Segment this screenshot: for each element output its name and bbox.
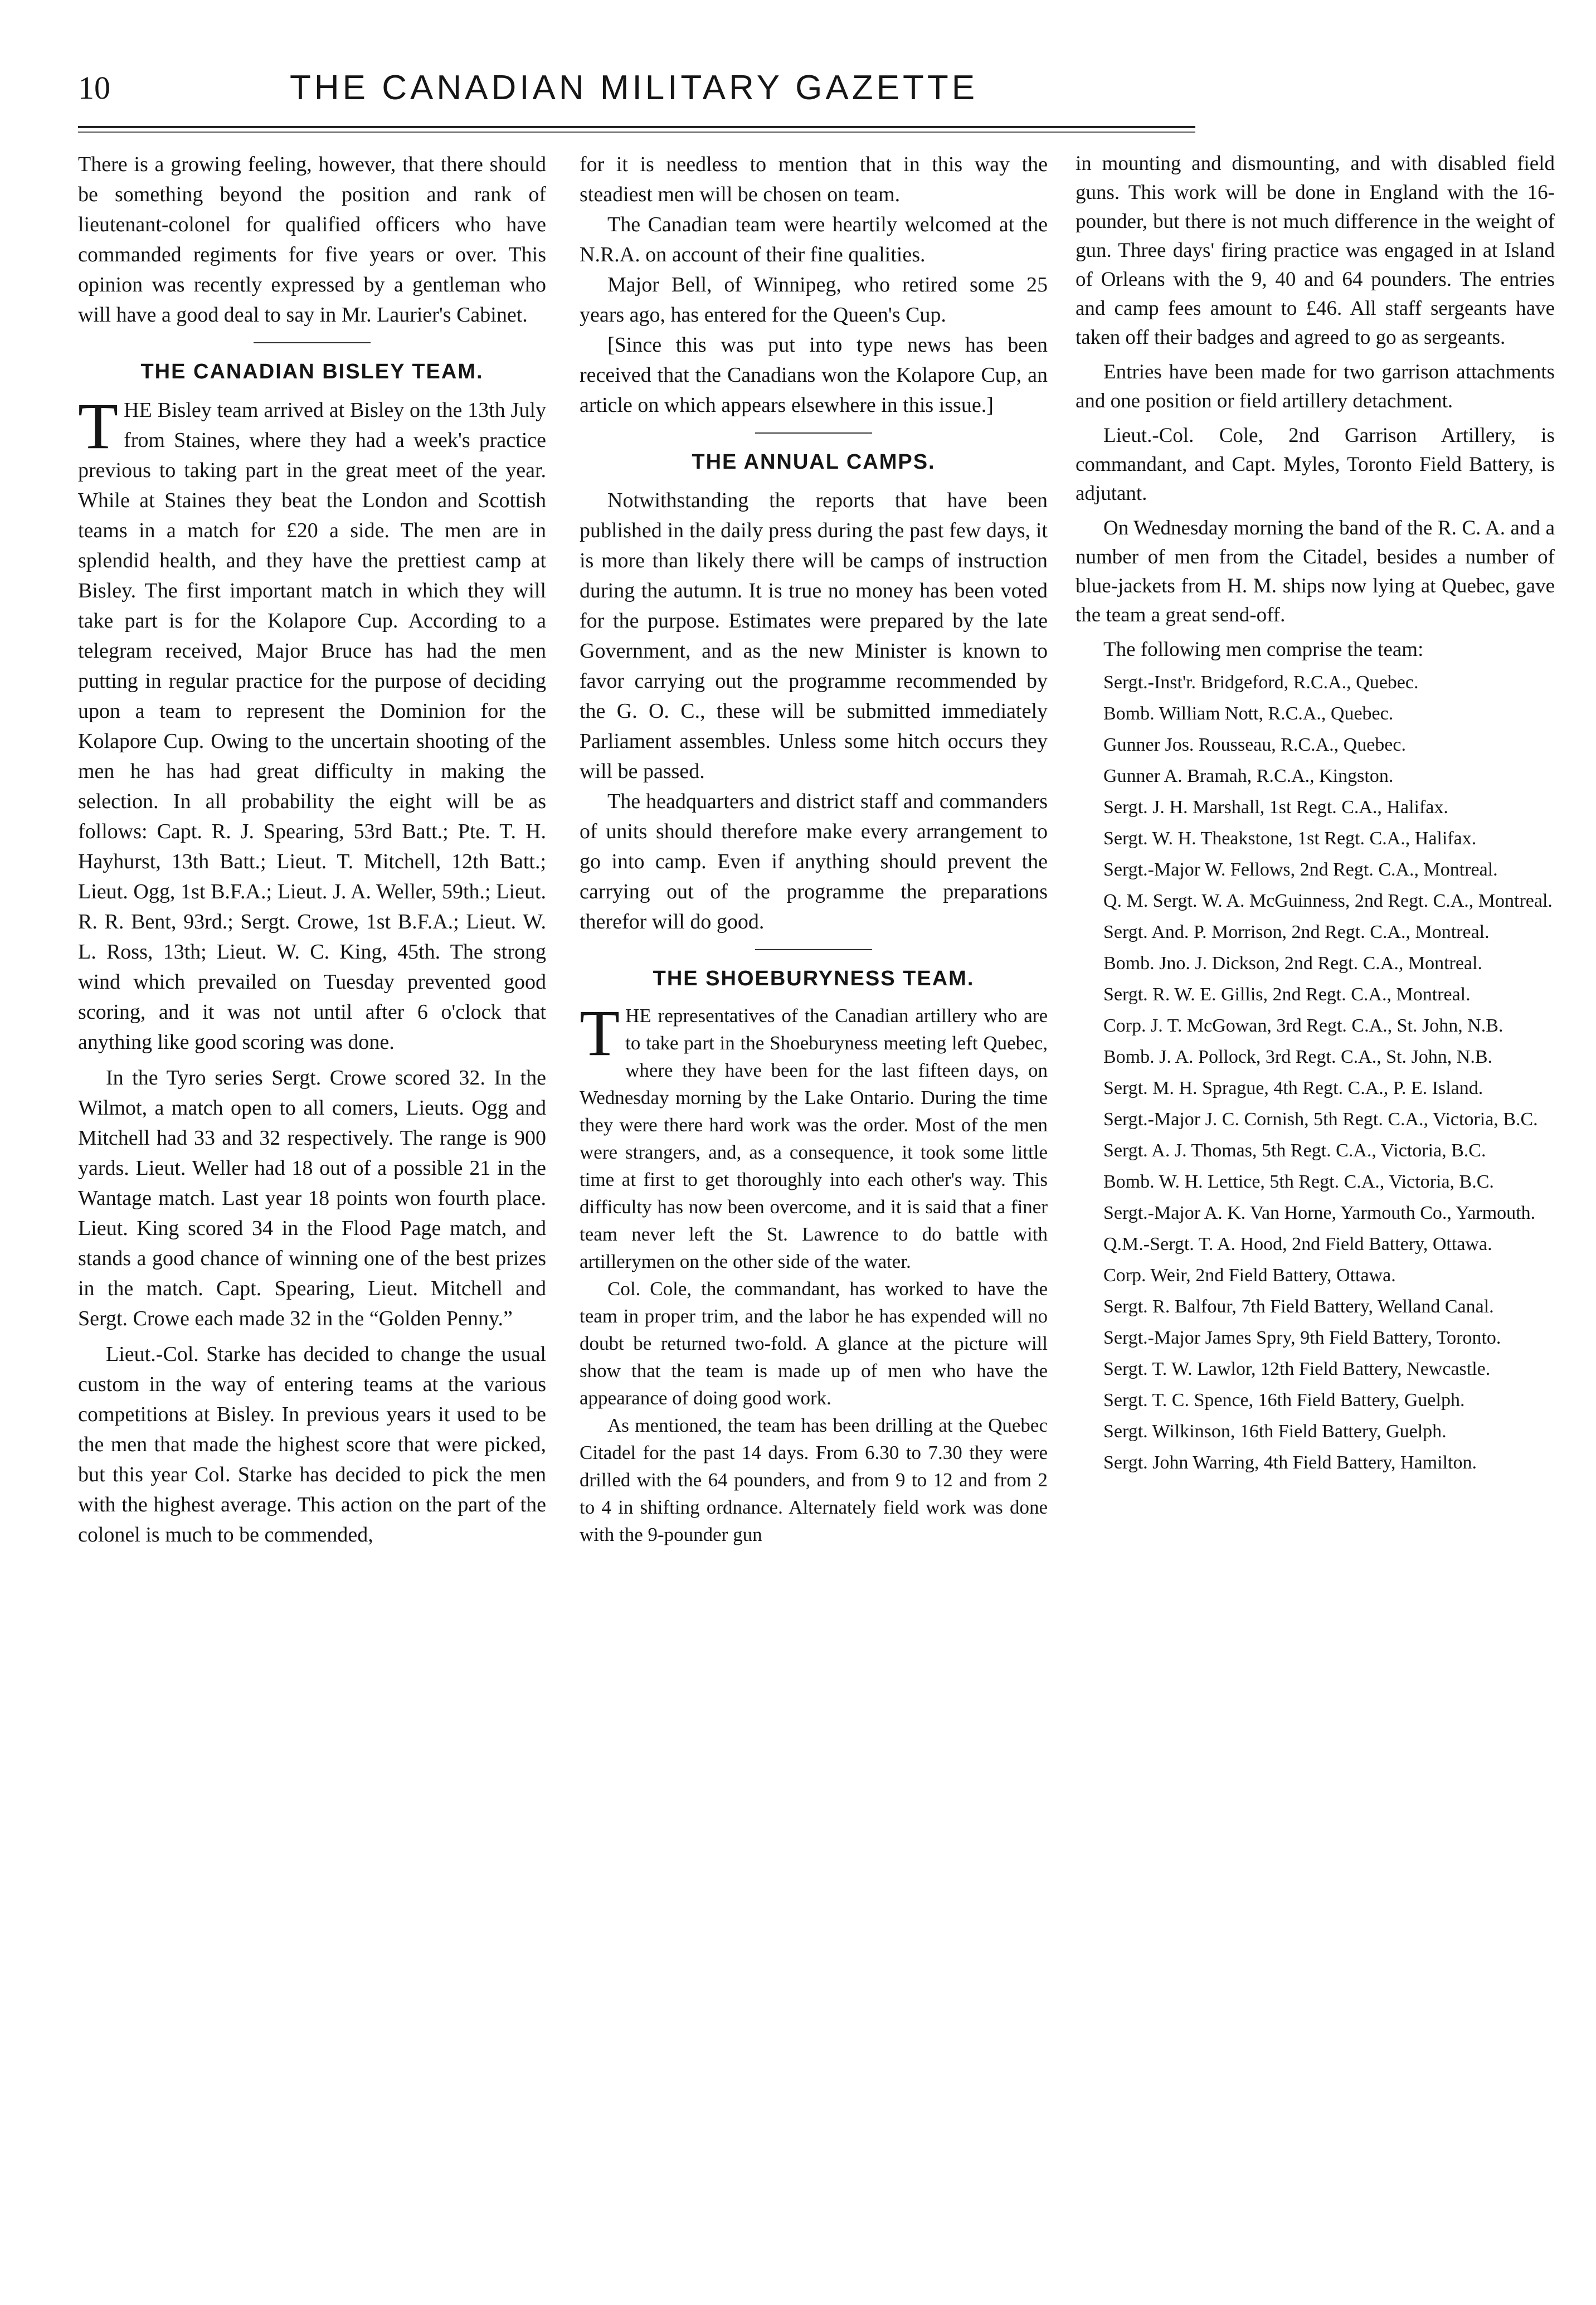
team-member: Bomb. Jno. J. Dickson, 2nd Regt. C.A., Montreal. bbox=[1103, 953, 1482, 974]
team-member: Sergt. A. J. Thomas, 5th Regt. C.A., Victoria, B.C. bbox=[1103, 1140, 1486, 1161]
paragraph: On Wednesday morning the band of the R. C. A. and a number of men from the Citadel, besides a number of blue-jackets from H. M. ships now lying at Quebec, gave the team a great send-off. bbox=[1076, 517, 1555, 626]
intro-paragraph: There is a growing feeling, however, that there should be something beyond the position and rank of lieutenant-colonel for qualified officers who have commanded regiments for five years or over. This opinion was recently expressed by a gentleman who will have a good deal to say in Mr. Laurier's Cabinet. bbox=[78, 153, 546, 327]
team-member: Sergt.-Major James Spry, 9th Field Battery, Toronto. bbox=[1103, 1327, 1501, 1348]
section-divider bbox=[755, 949, 872, 950]
team-member: Gunner Jos. Rousseau, R.C.A., Quebec. bbox=[1103, 735, 1406, 755]
paragraph: Entries have been made for two garrison attachments and one position or field artillery detachment. bbox=[1076, 361, 1555, 412]
team-member: Sergt. And. P. Morrison, 2nd Regt. C.A., Montreal. bbox=[1103, 922, 1490, 942]
paragraph: The following men comprise the team: bbox=[1103, 638, 1424, 661]
team-member: Gunner A. Bramah, R.C.A., Kingston. bbox=[1103, 766, 1394, 786]
team-member: Sergt.-Major J. C. Cornish, 5th Regt. C.A., Victoria, B.C. bbox=[1103, 1109, 1538, 1130]
bisley-paragraph-1-text: HE Bisley team arrived at Bisley on the 13th July from Staines, where they had a week's practice previous to taking part in the great meet of the year. While at Staines they beat the London and Scottish teams in a match for £20 a side. The men are in splendid health, and they have the prettiest camp at Bisley. The first important match in which they will take part is for the Kolapore Cup. According to a telegram received, Major Bruce has had the men putting in regular practice for the purpose of deciding upon a team to represent the Dominion for the Kolapore Cup. Owing to the uncertain shooting of the men he has had great difficulty in making the selection. In all probability the eight will be as follows: Capt. R. J. Spearing, 53rd Batt.; Pte. T. H. Hayhurst, 13th Batt.; Lieut. T. Mitchell, 12th Batt.; Lieut. Ogg, 1st B.F.A.; Lieut. J. A. Weller, 59th.; Lieut. R. R. Bent, 93rd.; Sergt. Crowe, 1st B.F.A.; Lieut. W. L. Ross, 13th; Lieut. W. C. King, 45th. The strong wind which prevailed on Tuesday prevented good scoring, and it was not until after 6 o'clock that anything like good scoring was done. bbox=[78, 398, 546, 1054]
team-member: Sergt. M. H. Sprague, 4th Regt. C.A., P. E. Island. bbox=[1103, 1078, 1483, 1098]
team-member: Sergt. T. C. Spence, 16th Field Battery, Guelph. bbox=[1103, 1390, 1465, 1411]
bisley-heading: THE CANADIAN BISLEY TEAM. bbox=[140, 360, 484, 383]
team-member: Sergt. R. Balfour, 7th Field Battery, Welland Canal. bbox=[1103, 1296, 1494, 1317]
team-member: Q. M. Sergt. W. A. McGuinness, 2nd Regt. C.A., Montreal. bbox=[1103, 891, 1553, 911]
shoeburyness-paragraph-1 bbox=[580, 996, 1048, 1275]
camps-paragraph-2: The headquarters and district staff and commanders of units should therefore make every arrangement to go into camp. Even if anything should prevent the carrying out of the programme the preparations therefor will do good. bbox=[580, 790, 1048, 933]
team-member: Sergt. John Warring, 4th Field Battery, Hamilton. bbox=[1103, 1452, 1477, 1473]
header-rule bbox=[78, 126, 1195, 128]
team-member: Sergt. W. H. Theakstone, 1st Regt. C.A., Halifax. bbox=[1103, 828, 1477, 849]
header-rule-thin bbox=[78, 132, 1195, 133]
team-member: Sergt.-Major W. Fellows, 2nd Regt. C.A., Montreal. bbox=[1103, 859, 1498, 880]
column-3 bbox=[1076, 149, 1555, 1481]
team-member: Bomb. W. H. Lettice, 5th Regt. C.A., Victoria, B.C. bbox=[1103, 1171, 1494, 1192]
camps-heading: THE ANNUAL CAMPS. bbox=[692, 450, 936, 474]
team-member: Bomb. J. A. Pollock, 3rd Regt. C.A., St. John, N.B. bbox=[1103, 1047, 1493, 1067]
page-header bbox=[78, 66, 1195, 110]
section-divider bbox=[755, 432, 872, 434]
column-1 bbox=[78, 149, 546, 1550]
paragraph: Lieut.-Col. Cole, 2nd Garrison Artillery, is commandant, and Capt. Myles, Toronto Field Battery, is adjutant. bbox=[1076, 424, 1555, 505]
shoeburyness-paragraph-1-text: HE representatives of the Canadian artillery who are to take part in the Shoeburyness meeting left Quebec, where they have been for the last fifteen days, on Wednesday morning by the Lake Ontario. During the time they were there hard work was the order. Most of the men were strangers, and, as a consequence, it took some little time at first to get thoroughly into each other's way. This difficulty has now been overcome, and it is said that a finer team never left the St. Lawrence to do battle with artillerymen on the other side of the water. bbox=[580, 1005, 1048, 1272]
drop-cap: T bbox=[78, 390, 119, 463]
bisley-paragraph-3: Lieut.-Col. Starke has decided to change the usual custom in the way of entering teams at the various competitions at Bisley. In previous years it used to be the men that made the highest score that were picked, but this year Col. Starke has decided to pick the men with the highest average. This action on the part of the colonel is much to be commended, bbox=[78, 1343, 546, 1547]
team-member: Sergt. Wilkinson, 16th Field Battery, Guelph. bbox=[1103, 1421, 1447, 1442]
team-member: Q.M.-Sergt. T. A. Hood, 2nd Field Battery, Ottawa. bbox=[1103, 1234, 1492, 1254]
paragraph: The Canadian team were heartily welcomed at the N.R.A. on account of their fine qualities. bbox=[580, 213, 1048, 266]
team-member: Bomb. William Nott, R.C.A., Quebec. bbox=[1103, 703, 1394, 724]
team-member: Corp. Weir, 2nd Field Battery, Ottawa. bbox=[1103, 1265, 1396, 1286]
bisley-paragraph-2: In the Tyro series Sergt. Crowe scored 32. In the Wilmot, a match open to all comers, Lieuts. Ogg and Mitchell had 33 and 32 respectively. The range is 900 yards. Lieut. Weller had 18 out of a possible 21 in the Wantage match. Last year 18 points won fourth place. Lieut. King scored 34 in the Flood Page match, and stands a good chance of winning one of the best prizes in the match. Capt. Spearing, Lieut. Mitchell and Sergt. Crowe each made 32 in the “Golden Penny.” bbox=[78, 1066, 546, 1330]
team-member: Sergt. R. W. E. Gillis, 2nd Regt. C.A., Montreal. bbox=[1103, 984, 1471, 1005]
camps-paragraph-1: Notwithstanding the reports that have been published in the daily press during the past few days, it is more than likely there will be camps of instruction during the autumn. It is true no money has been voted for the purpose. Estimates were prepared by the late Government, and as the new Minister is known to favor carrying out the programme recommended by the G. O. C., these will be submitted immediately Parliament assembles. Unless some hitch occurs they will be passed. bbox=[580, 489, 1048, 783]
paragraph: in mounting and dismounting, and with disabled field guns. This work will be done in England with the 16-pounder, but there is not much difference in the weight of gun. Three days' firing practice was engaged in at Island of Orleans with the 9, 40 and 64 pounders. The entries and camp fees amount to £46. All staff sergeants have taken off their badges and agreed to go as sergeants. bbox=[1076, 152, 1555, 349]
section-divider bbox=[254, 342, 371, 343]
page-number: 10 bbox=[78, 70, 110, 106]
bisley-paragraph-1 bbox=[78, 390, 546, 1057]
team-member: Sergt.-Inst'r. Bridgeford, R.C.A., Quebec. bbox=[1103, 672, 1419, 693]
team-member: Sergt. T. W. Lawlor, 12th Field Battery, Newcastle. bbox=[1103, 1359, 1491, 1379]
shoeburyness-heading: THE SHOEBURYNESS TEAM. bbox=[653, 967, 975, 990]
paragraph: for it is needless to mention that in this way the steadiest men will be chosen on team. bbox=[580, 153, 1048, 206]
team-member: Sergt.-Major A. K. Van Horne, Yarmouth Co., Yarmouth. bbox=[1103, 1203, 1536, 1223]
drop-cap: T bbox=[580, 996, 620, 1069]
column-2 bbox=[580, 149, 1048, 1548]
paragraph: Major Bell, of Winnipeg, who retired some 25 years ago, has entered for the Queen's Cup. bbox=[580, 273, 1048, 327]
shoeburyness-paragraph-2: Col. Cole, the commandant, has worked to have the team in proper trim, and the labor he has expended will no doubt be returned two-fold. A glance at the picture will show that the team is made up of men who have the appearance of doing good work. bbox=[580, 1278, 1048, 1409]
shoeburyness-paragraph-3: As mentioned, the team has been drilling at the Quebec Citadel for the past 14 days. From 6.30 to 7.30 they were drilled with the 64 pounders, and from 9 to 12 and from 2 to 4 in shifting ordnance. Alternately field work was done with the 9-pounder gun bbox=[580, 1414, 1048, 1545]
team-roster bbox=[1076, 670, 1555, 1476]
paragraph: [Since this was put into type news has been received that the Canadians won the Kolapore Cup, an article on which appears elsewhere in this issue.] bbox=[580, 333, 1048, 417]
team-member: Sergt. J. H. Marshall, 1st Regt. C.A., Halifax. bbox=[1103, 797, 1448, 818]
masthead-title: THE CANADIAN MILITARY GAZETTE bbox=[290, 69, 979, 107]
shoeburyness-section bbox=[580, 996, 1048, 1548]
team-member: Corp. J. T. McGowan, 3rd Regt. C.A., St. John, N.B. bbox=[1103, 1015, 1503, 1036]
